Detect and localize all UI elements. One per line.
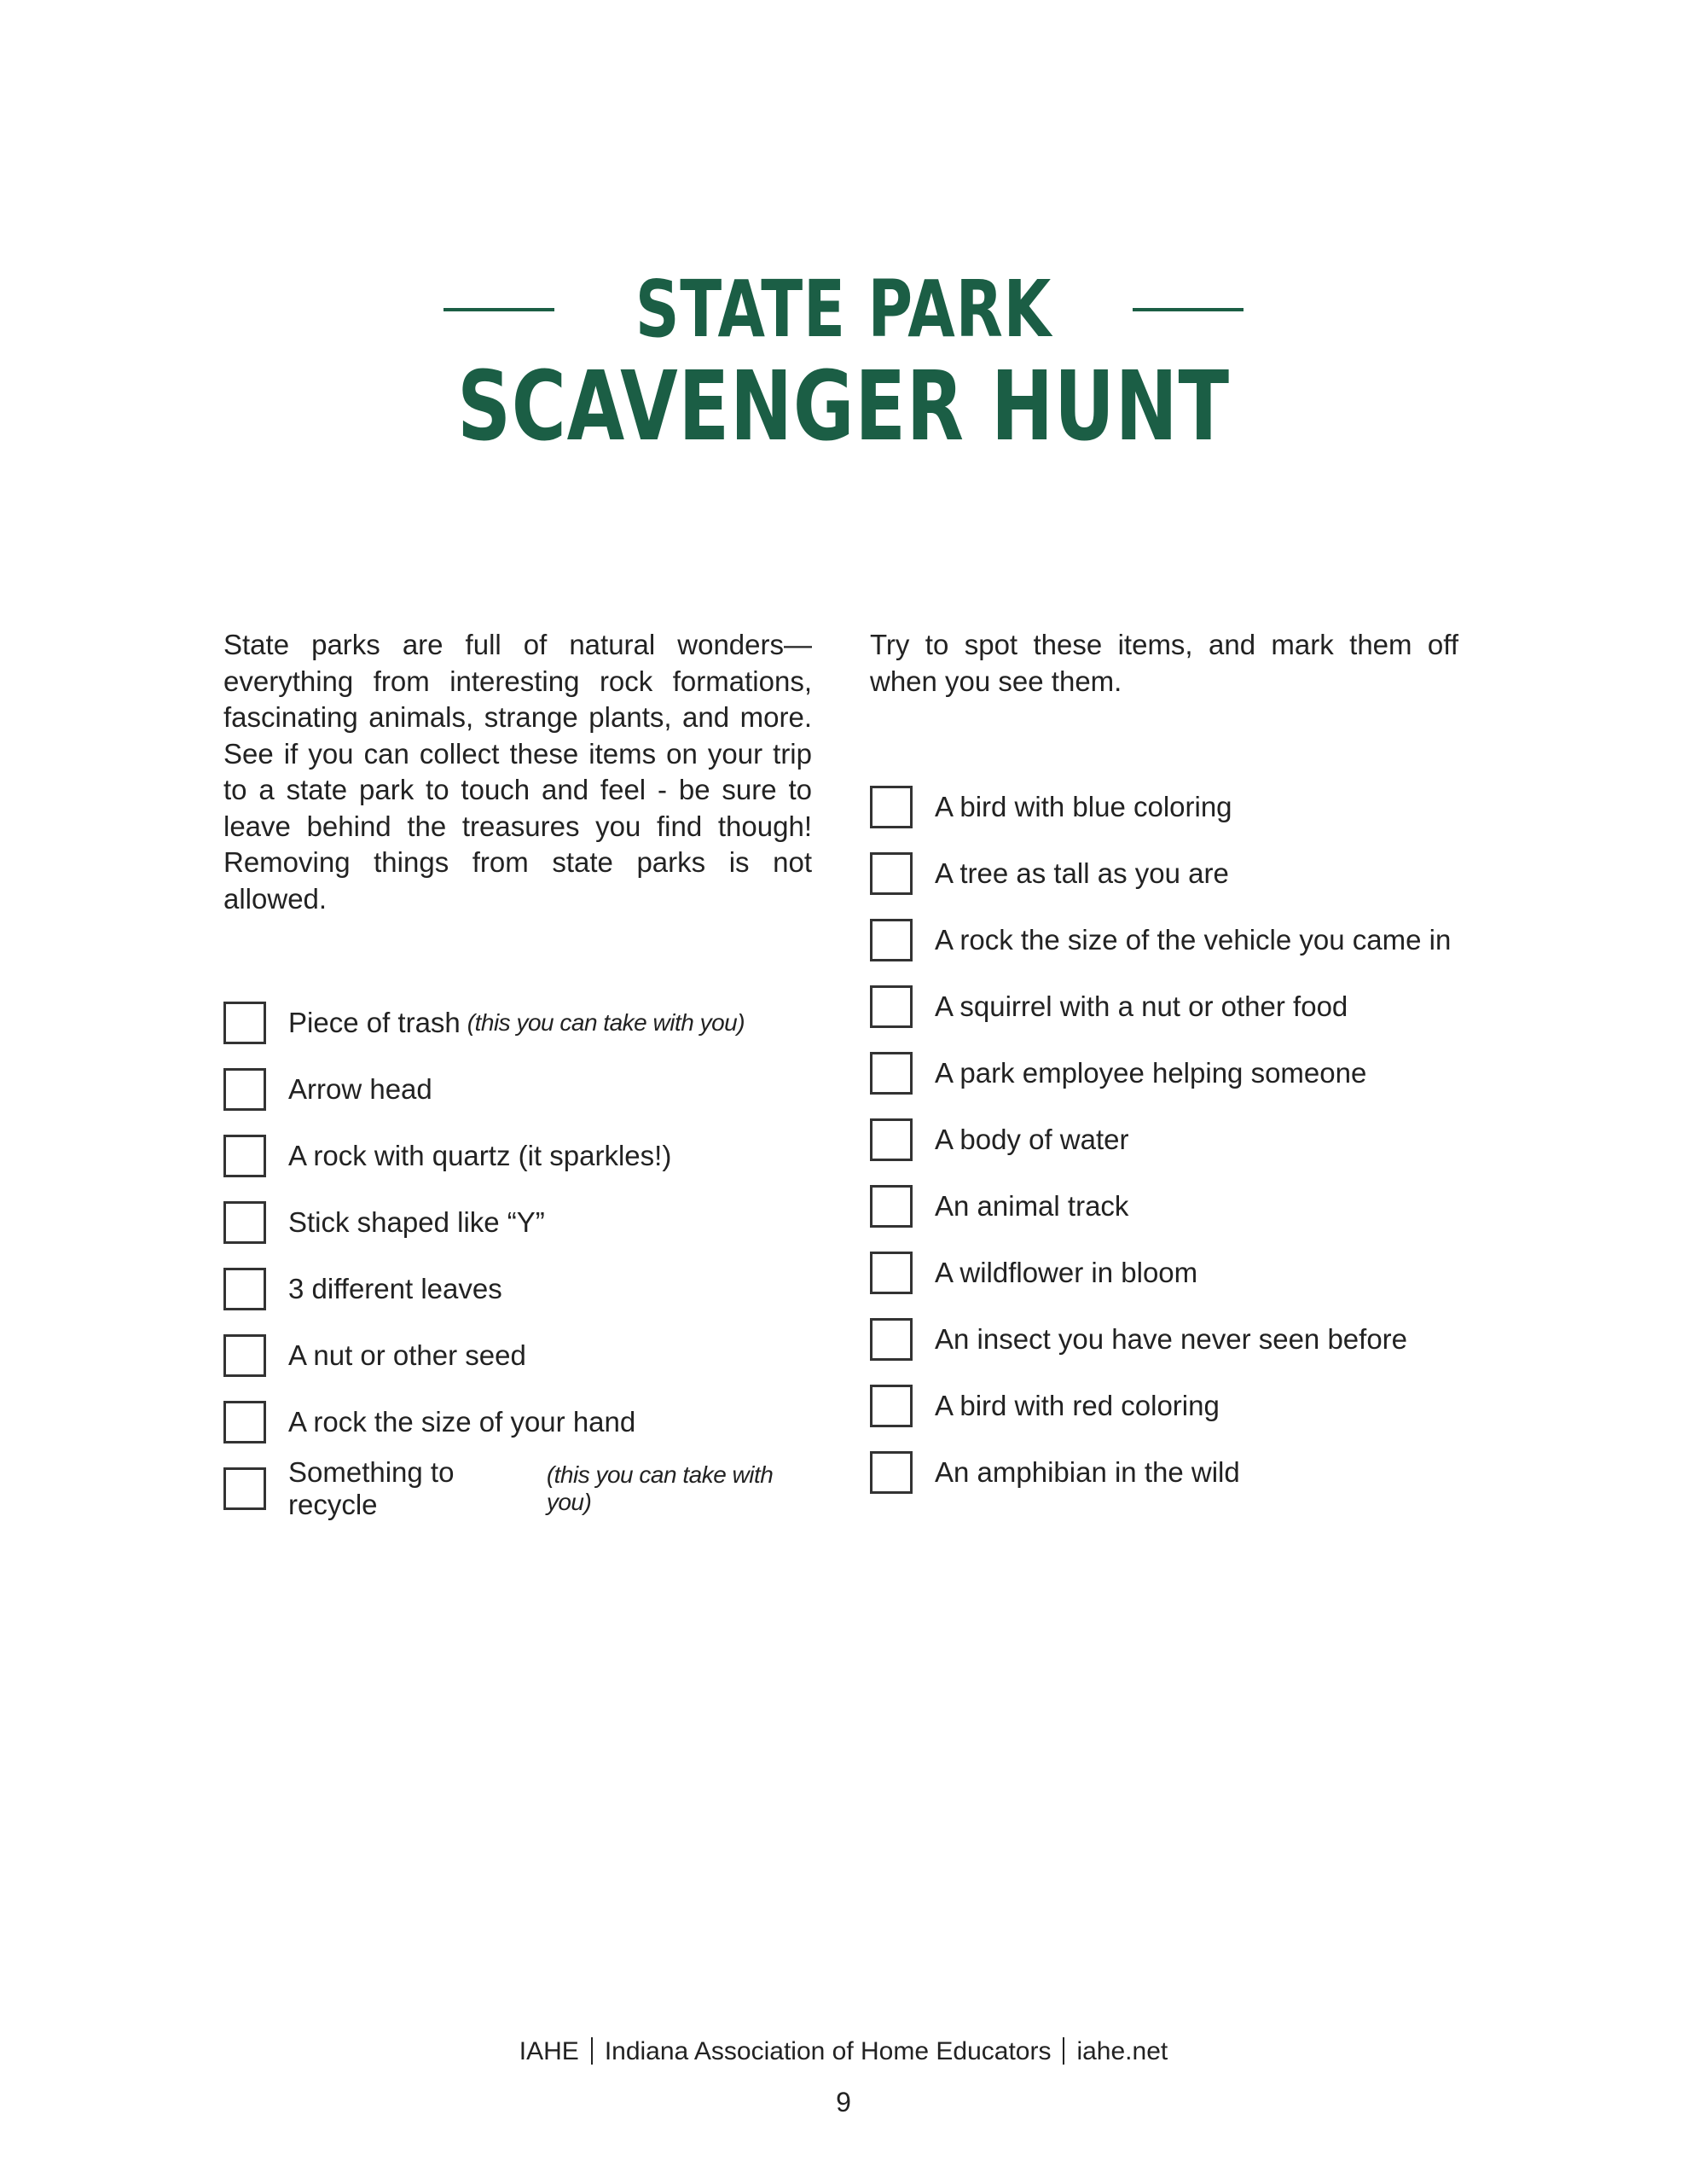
- checklist-item: [870, 973, 1451, 1040]
- checklist-item-label: A park employee helping someone: [935, 1057, 1367, 1089]
- checklist-item-label: A rock the size of your hand: [288, 1406, 636, 1438]
- checklist-item: [870, 1107, 1451, 1173]
- checkbox[interactable]: [223, 1401, 266, 1443]
- checklist-item: [870, 1439, 1451, 1506]
- checkbox[interactable]: [870, 1252, 913, 1294]
- checklist-item-label: An animal track: [935, 1190, 1129, 1222]
- intro-text-right: Try to spot these items, and mark them off when you see them.: [870, 629, 1458, 697]
- spot-checklist: [870, 774, 1451, 1506]
- checklist-item: [223, 1322, 812, 1389]
- title-text-state-park: STATE PARK: [635, 264, 1052, 355]
- footer-separator: [1063, 2037, 1064, 2065]
- checklist-item-label: Something to recycle: [288, 1456, 455, 1520]
- page-title: [0, 264, 1687, 461]
- checklist-item-label: A bird with blue coloring: [935, 791, 1232, 822]
- checkbox[interactable]: [870, 852, 913, 895]
- checklist-item: [870, 1306, 1451, 1373]
- left-column: [223, 627, 812, 1520]
- checklist-item-label: A bird with red coloring: [935, 1390, 1220, 1421]
- checkbox[interactable]: [223, 1135, 266, 1177]
- checklist-item: [870, 840, 1451, 907]
- checkbox[interactable]: [870, 919, 913, 961]
- checkbox[interactable]: [870, 1451, 913, 1494]
- footer-org-full: Indiana Association of Home Educators: [604, 2037, 1052, 2065]
- collect-checklist: [223, 990, 812, 1522]
- checkbox[interactable]: [870, 985, 913, 1028]
- checklist-item: [870, 1373, 1451, 1439]
- page-number: 9: [836, 2087, 851, 2117]
- checkbox[interactable]: [223, 1268, 266, 1310]
- checklist-item-label: Arrow head: [288, 1073, 432, 1105]
- checklist-item-label: An insect you have never seen before: [935, 1323, 1408, 1355]
- checklist-item: [223, 1389, 812, 1455]
- page-footer: [0, 2037, 1687, 2066]
- checklist-item-label: Stick shaped like “Y”: [288, 1206, 545, 1238]
- checkbox[interactable]: [870, 786, 913, 828]
- checklist-item: [870, 907, 1451, 973]
- checkbox[interactable]: [870, 1185, 913, 1228]
- checklist-item: [223, 990, 812, 1056]
- checklist-item-note: (this you can take with you): [546, 1461, 774, 1515]
- checkbox[interactable]: [223, 1334, 266, 1377]
- checklist-item: [223, 1056, 812, 1123]
- footer-site-link[interactable]: iahe.net: [1076, 2037, 1168, 2065]
- checklist-item: [223, 1256, 812, 1322]
- checkbox[interactable]: [223, 1201, 266, 1244]
- checklist-item-label: A body of water: [935, 1124, 1129, 1155]
- checklist-item-note: (this you can take with you): [467, 1009, 745, 1036]
- checklist-item: [870, 1173, 1451, 1240]
- checklist-item-label: A tree as tall as you are: [935, 857, 1229, 889]
- right-column: [870, 627, 1458, 1488]
- checkbox[interactable]: [223, 1467, 266, 1510]
- checklist-item-label: An amphibian in the wild: [935, 1456, 1240, 1488]
- checkbox[interactable]: [870, 1318, 913, 1361]
- checklist-item-label: 3 different leaves: [288, 1273, 502, 1304]
- checkbox[interactable]: [870, 1385, 913, 1427]
- footer-org-short: IAHE: [519, 2037, 579, 2065]
- checkbox[interactable]: [870, 1118, 913, 1161]
- checklist-item-label: A wildflower in bloom: [935, 1257, 1198, 1288]
- checklist-item: [870, 774, 1451, 840]
- checklist-item-label: A nut or other seed: [288, 1339, 526, 1371]
- checklist-item: [223, 1123, 812, 1189]
- title-rule-left: [443, 308, 554, 311]
- checklist-item: [870, 1040, 1451, 1107]
- intro-text-left: State parks are full of natural wonders—everything from interesting rock formations, fascinating animals, strange plants, and more. See if you can collect these items on your trip to a state park to touch and feel - be sure to leave behind the treasures you find though! Removing things from state parks is not allowed.: [223, 629, 812, 915]
- checkbox[interactable]: [223, 1002, 266, 1044]
- checklist-item: [223, 1455, 812, 1522]
- checklist-item: [223, 1189, 812, 1256]
- checkbox[interactable]: [223, 1068, 266, 1111]
- checklist-item-label: A rock with quartz (it sparkles!): [288, 1140, 672, 1171]
- checklist-item-label: A squirrel with a nut or other food: [935, 990, 1348, 1022]
- checklist-item: [870, 1240, 1451, 1306]
- title-rule-right: [1133, 308, 1244, 311]
- checklist-item-label: A rock the size of the vehicle you came in: [935, 924, 1452, 956]
- title-text-scavenger-hunt: SCAVENGER HUNT: [457, 351, 1230, 462]
- footer-separator: [591, 2037, 593, 2065]
- checkbox[interactable]: [870, 1052, 913, 1095]
- checklist-item-label: Piece of trash: [288, 1007, 461, 1038]
- title-line-1: [0, 264, 1687, 354]
